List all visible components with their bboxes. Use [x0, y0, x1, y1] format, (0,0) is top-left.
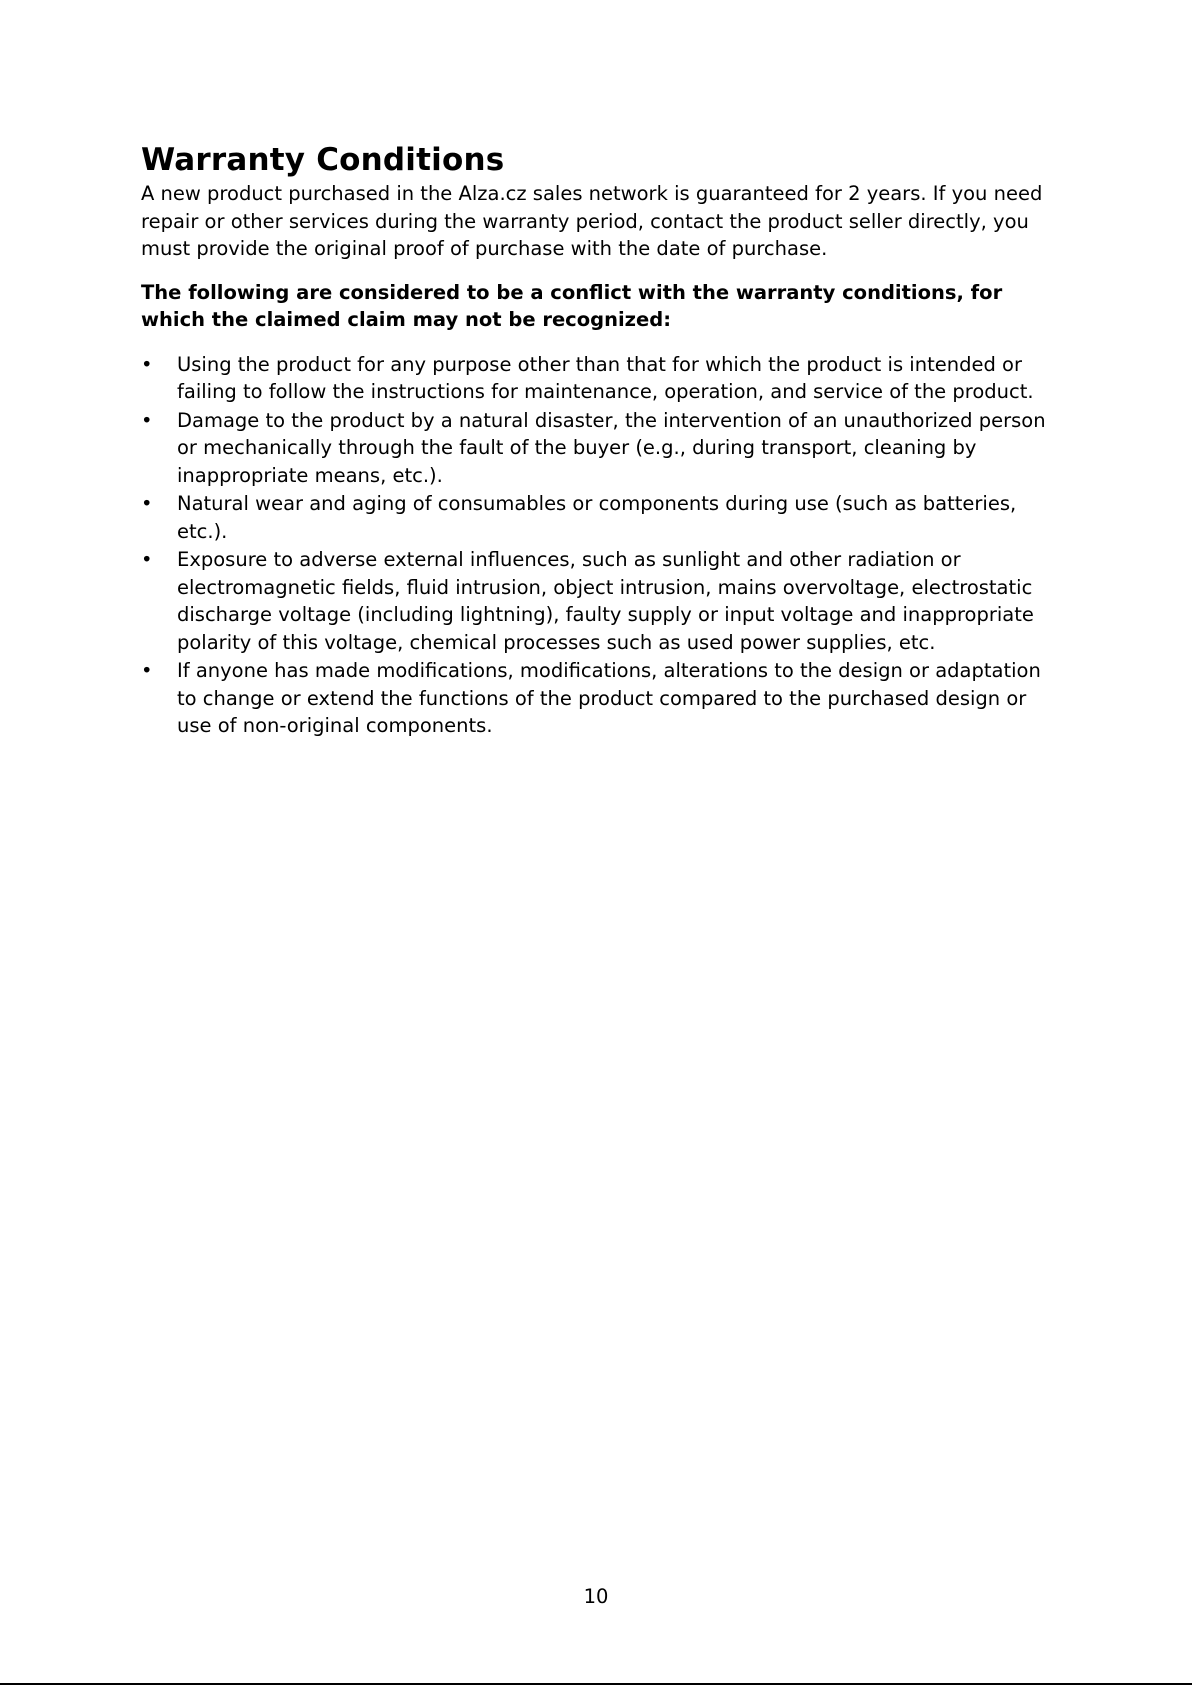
page-number: 10	[583, 1585, 609, 1608]
bullet-icon: •	[141, 352, 153, 376]
list-item	[141, 351, 1061, 406]
list-item	[141, 490, 1061, 545]
conflict-list	[141, 351, 1061, 740]
list-item-text: If anyone has made modifications, modifications, alterations to the design or adaptation to change or extend the functions of the product compared to the purchased design or use of non-original components.	[177, 659, 1041, 737]
bullet-icon: •	[141, 659, 153, 682]
list-item-text: Using the product for any purpose other than that for which the product is intended or failing to follow the instructions for maintenance, operation, and service of the product.	[177, 352, 1034, 403]
bullet-icon: •	[141, 548, 153, 571]
intro-paragraph: A new product purchased in the Alza.cz sales network is guaranteed for 2 years. If you need repair or other services during the warranty period, contact the product seller directly, you must provide the original proof of purchase with the date of purchase.	[141, 182, 1043, 260]
bullet-icon: •	[141, 408, 153, 432]
list-item-text: Natural wear and aging of consumables or components during use (such as batteries, etc.).	[177, 492, 1017, 543]
list-item	[141, 407, 1061, 490]
warranty-section	[141, 140, 1061, 741]
page-title: Warranty Conditions	[141, 142, 505, 178]
bullet-icon: •	[141, 492, 153, 515]
list-item	[141, 657, 1061, 740]
conflict-lead-paragraph: The following are considered to be a conflict with the warranty conditions, for which the claimed claim may not be recognized:	[141, 280, 1003, 331]
list-item	[141, 546, 1061, 656]
list-item-text: Exposure to adverse external influences, such as sunlight and other radiation or electromagnetic fields, fluid intrusion, object intrusion, mains overvoltage, electrostatic discharge voltage (including lightning), faulty supply or input voltage and inappropriate polarity of this voltage, chemical processes such as used power supplies, etc.	[177, 548, 1034, 654]
list-item-text: Damage to the product by a natural disaster, the intervention of an unauthorized person or mechanically through the fault of the buyer (e.g., during transport, cleaning by inappropriate means, etc.).	[177, 408, 1046, 487]
